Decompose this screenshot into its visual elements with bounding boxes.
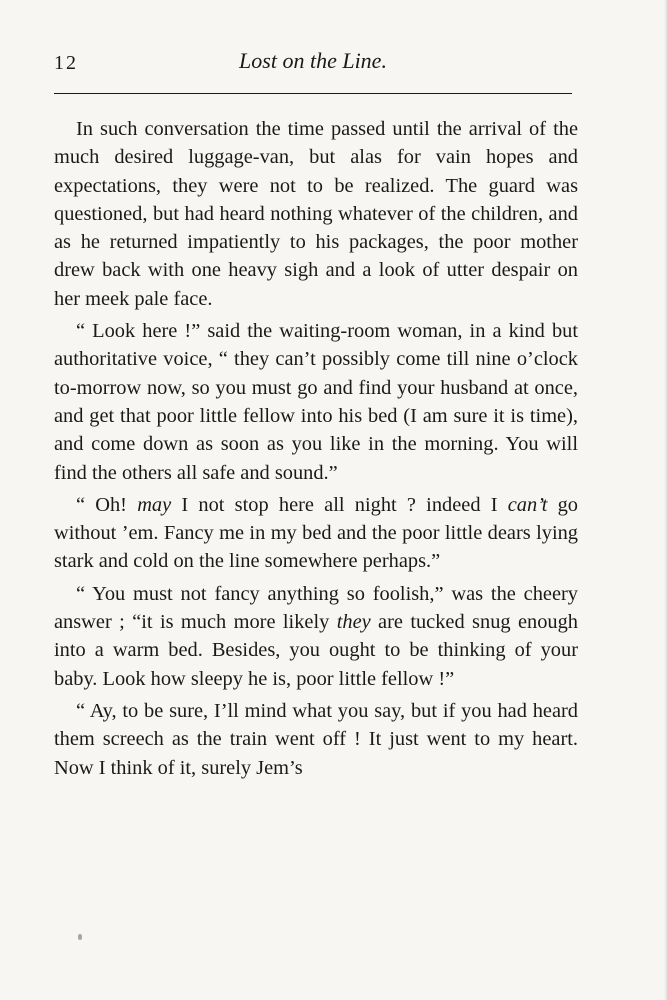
running-head [54, 46, 572, 80]
text-run: “ Ay, to be sure, I’ll mind what you say, but if you had heard them screech as the train went off ! It just went to my heart. Now I think of it, surely Jem’s [54, 699, 578, 779]
text-run: In such conversation the time passed until the arrival of the much desired luggage-van, but alas for vain hopes and expectations, they were not to be realized. The guard was questioned, but had heard nothing whatever of the children, and as he returned impatiently to his packages, the poor mother drew back with one heavy sigh and a look of utter despair on her meek pale face. [54, 118, 578, 310]
paragraph [54, 115, 578, 313]
paragraph [54, 491, 578, 576]
text-run: I not stop here all night ? indeed I [171, 493, 508, 516]
header-rule [54, 93, 572, 94]
italic-run: may [137, 493, 172, 516]
text-run: go without ’em. Fancy me in my bed and the poor little dears lying stark and cold on the line somewhere perhaps.” [54, 493, 578, 573]
paragraph [54, 580, 578, 693]
paragraph [54, 697, 578, 782]
italic-run: can’t [507, 493, 548, 516]
body-text [54, 115, 578, 782]
text-run: “ Oh! [76, 493, 138, 516]
text-run: “ Look here !” said the waiting-room woman, in a kind but authoritative voice, “ they can’t possibly come till nine o’clock to-morrow now, so you must go and find your husband at once, and get that poor little fellow into his bed (I am sure it is time), and come down as soon as you like in the morning. You will find the others all safe and sound.” [54, 320, 578, 484]
paragraph [54, 317, 578, 487]
page-number: 12 [54, 52, 78, 74]
text-run: are tucked snug enough into a warm bed. Besides, you ought to be thinking of your baby. Look how sleepy he is, poor little fellow !” [54, 611, 578, 690]
text-run: “ You must not fancy anything so foolish,” was the cheery answer ; “it is much more likely [54, 582, 578, 634]
italic-run: they [336, 611, 371, 634]
running-title: Lost on the Line. [239, 48, 387, 73]
paper-speck [78, 934, 82, 940]
